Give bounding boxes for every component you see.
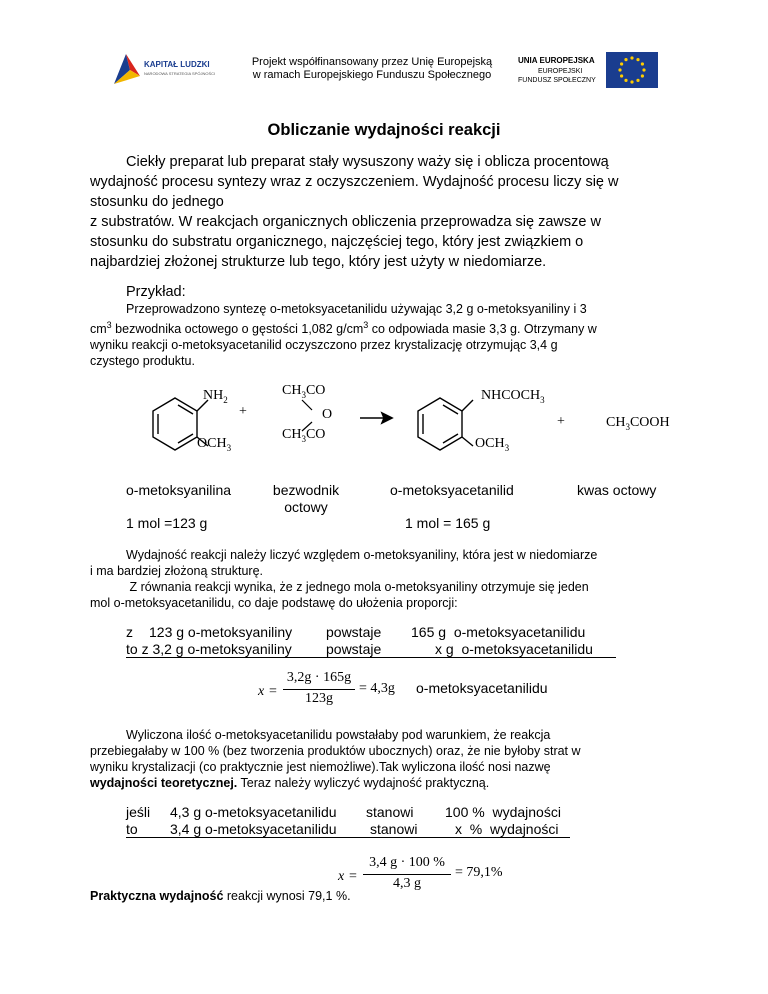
page-title: Obliczanie wydajności reakcji — [267, 121, 501, 139]
intro-line: stosunku do substratu organicznego, najczęściej tego, który jest związkiem o — [90, 234, 584, 250]
och3-label: $OCH_3$ — [197, 436, 232, 453]
intro-line: Ciekły preparat lub preparat stały wysuszony waży się i oblicza procentową — [126, 154, 609, 170]
plus-sign-2: + — [557, 414, 565, 429]
example-line: wyniku reakcji o-metoksyacetanilid oczyszczono przez krystalizację otrzymując 3,4 g — [90, 338, 558, 353]
kl-logo-title: KAPITAŁ LUDZKI — [144, 60, 210, 69]
formula-1: x = 3,2g · 165g 123g = 4,3g o-metoksyacetanilidu — [258, 670, 548, 706]
project-line-1: Projekt współfinansowany przez Unię Europejską — [251, 56, 493, 68]
eu-line-3: FUNDUSZ SPOŁECZNY — [518, 77, 596, 84]
example-line: $cm^3$ bezwodnika octowego o gęstości 1,082 $g/cm^3$ co odpowiada masie 3,3 g. Otrzymany w — [90, 320, 597, 337]
example-label: Przykład: — [126, 284, 186, 300]
ch3co-top-label: $CH_3CO$ — [282, 383, 326, 400]
intro-line: z substratów. W reakcjach organicznych obliczenia przeprowadza się zawsze w — [90, 214, 601, 230]
mol-mass-3: 1 mol = 165 g — [405, 515, 491, 531]
ch3co-bottom-label: $CH_3CO$ — [282, 427, 326, 444]
benzene-ring-2 — [418, 398, 473, 450]
example-line: czystego produktu. — [90, 354, 195, 369]
name-acetic-acid: kwas octowy — [577, 482, 657, 498]
name-anhydride: bezwodnik octowy — [272, 482, 340, 515]
mol-mass-1: 1 mol =123 g — [126, 515, 208, 531]
example-line: Przeprowadzono syntezę o-metoksyacetanilidu używając 3,2 g o-metoksyaniliny i 3 — [126, 302, 587, 316]
para2-line: Z równania reakcji wynika, że z jednego mola o-metoksyaniliny otrzymuje się jeden — [126, 580, 589, 594]
nhcoch3-label: $NHCOCH_3$ — [481, 388, 545, 405]
eu-line-1: UNIA EUROPEJSKA — [518, 56, 595, 65]
eu-line-2: EUROPEJSKI — [538, 68, 583, 75]
nh2-label: $NH_2$ — [203, 388, 228, 405]
intro-line: najbardziej złożonej strukturze lub tego, który jest użyty w niedomiarze. — [90, 254, 547, 270]
name-methoxyacetanilide: o-metoksyacetanilid — [390, 482, 514, 498]
para2-line: i ma bardziej złożoną strukturę. — [90, 564, 263, 578]
paragraph-3: Wyliczona ilość o-metoksyacetanilidu powstałaby pod warunkiem, że reakcja przebiegałaby w 100 % (bez tworzenia produktów ubocznych) oraz, że nie byłoby strat w wyniku krystalizacji (co praktycznie jest niemożliwe).Tak wyliczona ilość nosi nazwę wydajności teoretycznej. Teraz należy wyliczyć wydajność praktyczną. — [90, 728, 581, 790]
reaction-arrow — [360, 413, 392, 423]
formula-2: x = 3,4 g · 100 % 4,3 g = 79,1% — [338, 855, 503, 891]
final-result: Praktyczna wydajność reakcji wynosi 79,1 %. — [90, 889, 351, 903]
para2-line: mol o-metoksyacetanilidu, co daje podstawę do ułożenia proporcji: — [90, 596, 458, 610]
para2-line: Wydajność reakcji należy liczyć względem o-metoksyaniliny, która jest w niedomiarze — [126, 548, 598, 562]
acetic-acid-label: $CH_3COOH$ — [606, 415, 670, 432]
intro-line: wydajność procesu syntezy wraz z oczyszczeniem. Wydajność procesu liczy się w — [90, 174, 619, 190]
bridge-oxygen-label: O — [322, 407, 333, 422]
kl-logo-subtitle: NARODOWA STRATEGIA SPÓJNOŚCI — [144, 71, 216, 76]
project-line-2: w ramach Europejskiego Funduszu Społecznego — [252, 69, 492, 81]
och3-product-label: $OCH_3$ — [475, 436, 510, 453]
paragraph-2 — [90, 547, 597, 611]
name-methoxyaniline: o-metoksyanilina — [126, 482, 232, 498]
plus-sign-1: + — [239, 404, 247, 419]
intro-line: stosunku do jednego — [90, 194, 224, 210]
